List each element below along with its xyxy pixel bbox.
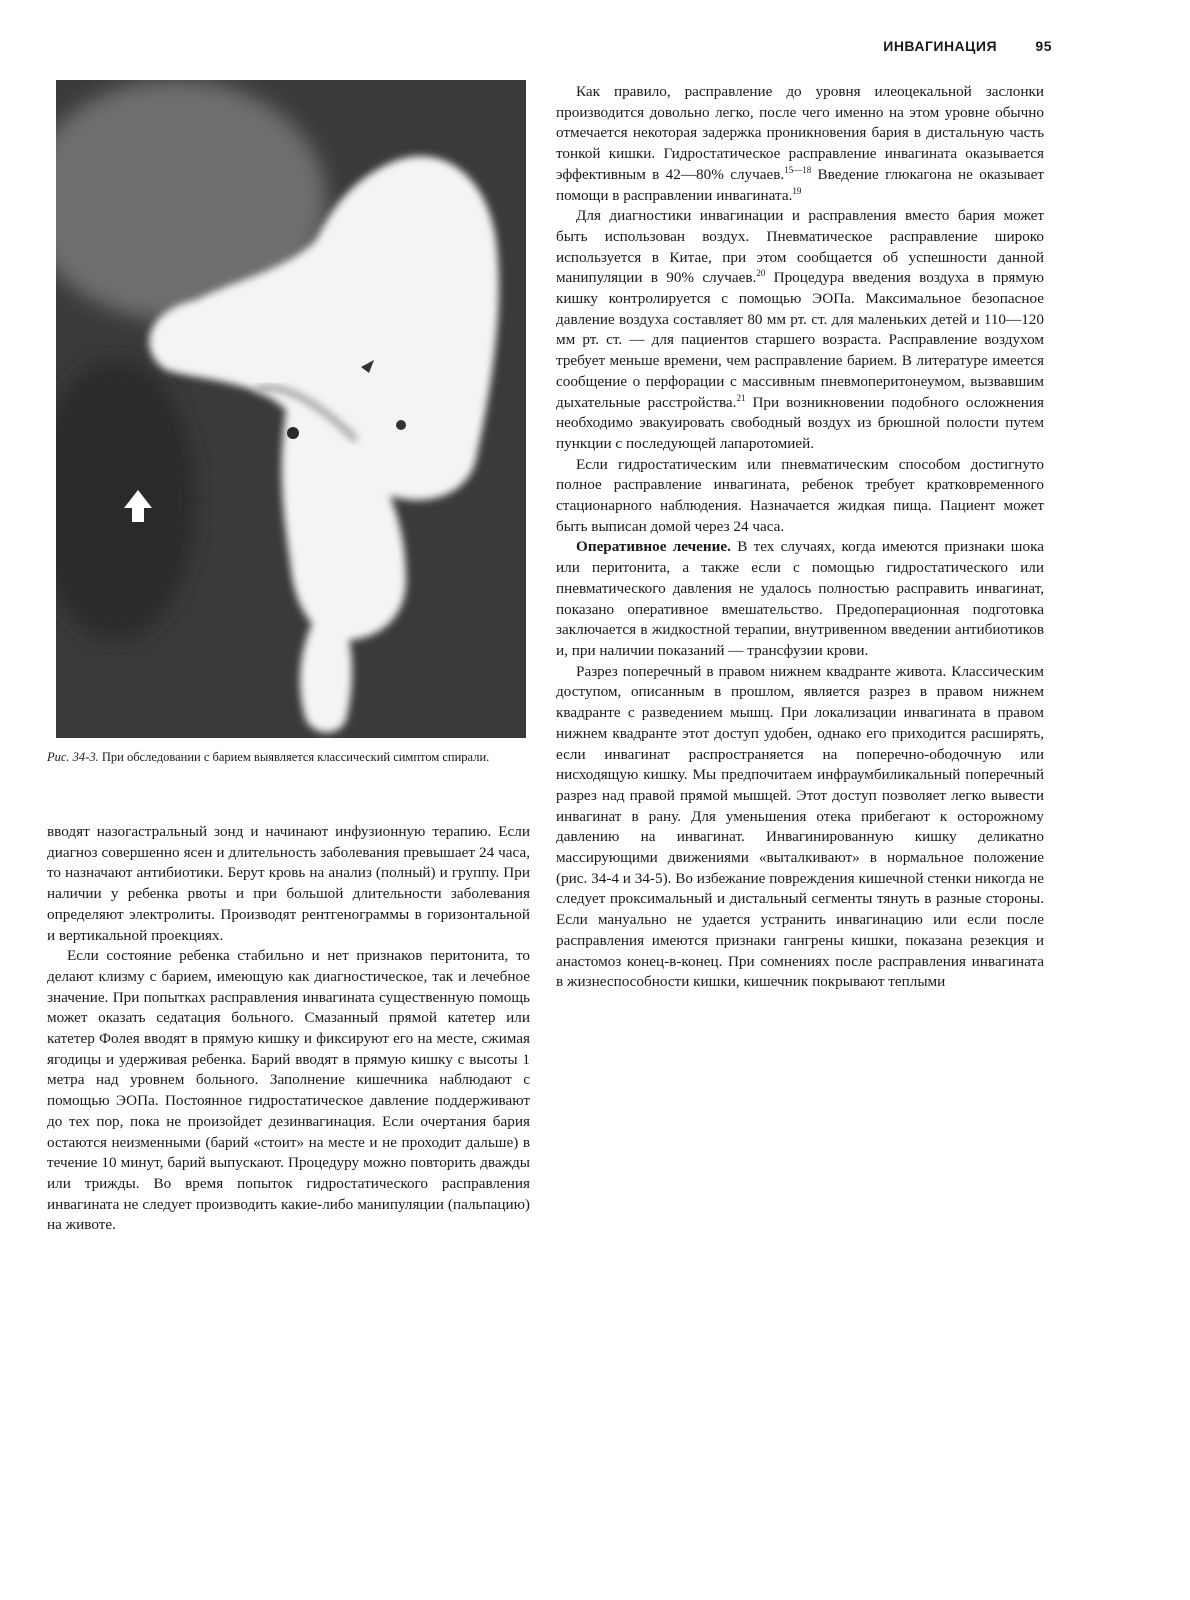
text-run: Для диагностики инвагинации и расправления вместо бария может быть использован воздух. Пневматическое расправление широко используется в Китае, при этом сообщается об успешности данной манипуляции в 90% случаев. [556, 207, 1044, 287]
left-column [47, 822, 530, 1236]
citation: 20 [756, 268, 766, 279]
text-run: При возникновении подобного осложнения необходимо эвакуировать свободный воздух из брюшной полости путем пункции с последующей лапаротомией. [556, 393, 1044, 452]
text-run: Введение глюкагона не оказывает помощи в расправлении инвагината. [556, 165, 1044, 204]
paragraph [556, 82, 1044, 206]
xray-figure [56, 80, 526, 738]
text-run: Процедура введения воздуха в прямую кишку контролируется с помощью ЭОПа. Максимальное безопасное давление воздуха составляет 80 мм рт. ст. для маленьких детей и 110—120 мм рт. ст. — для пациентов старшего возраста. Расправление воздухом требует меньше времени, чем расправление барием. В литературе имеется сообщение о перфорации с массивным пневмоперитонеумом, вызвавшим дыхательные расстройства. [556, 269, 1044, 411]
running-header [883, 38, 1052, 54]
section-title: ИНВАГИНАЦИЯ [883, 38, 998, 54]
text-run: В тех случаях, когда имеются признаки шока или перитонита, а также если с помощью гидростатического или пневматического давления не удалось полностью расправить инвагинат, показано оперативное вмешательство. Предоперационная подготовка заключается в жидкостной терапии, внутривенном введении антибиотиков и, при наличии показаний — трансфузии крови. [556, 538, 1044, 659]
caption-text: При обследовании с барием выявляется классический симптом спирали. [101, 750, 490, 764]
citation: 15—18 [784, 164, 812, 175]
paragraph: Разрез поперечный в правом нижнем квадранте живота. Классическим доступом, описанным в прошлом, является разрез в правом нижнем квадранте с разведением мышц. При локализации инвагината в правом нижнем квадранте этот доступ удобен, однако его приходится расширять, если инвагинат распространяется на поперечно-ободочную или нисходящую кишку. Мы предпочитаем инфраумбиликальный поперечный разрез над правой прямой мышцей. Этот доступ позволяет легко вывести инвагинат в рану. Для уменьшения отека прибегают к осторожному давлению на инвагинат. Инвагинированную кишку деликатно массирующими движениями «выталкивают» в нормальное положение (рис. 34-4 и 34-5). Во избежание повреждения кишечной стенки никогда не следует проксимальный и дистальный сегменты тянуть в разные стороны. Если мануально не удается устранить инвагинацию или если после расправления имеются признаки гангрены кишки, показана резекция и анастомоз конец-в-конец. При сомнениях после расправления инвагината в жизнеспособности кишки, кишечник покрывают теплыми [556, 662, 1044, 991]
citation: 19 [792, 185, 802, 196]
caption-label: Рис. 34-3. [47, 750, 99, 764]
paragraph [556, 206, 1044, 454]
paragraph [556, 537, 1044, 661]
paragraph: Если состояние ребенка стабильно и нет признаков перитонита, то делают клизму с барием, имеющую как диагностическое, так и лечебное значение. При попытках расправления инвагината существенную помощь может оказать седатация больного. Смазанный прямой катетер или катетер Фолея вводят в прямую кишку и фиксируют его на месте, сжимая ягодицы и удерживая ребенка. Барий вводят в прямую кишку с высоты 1 метра над уровнем больного. Заполнение кишечника наблюдают с помощью ЭОПа. Постоянное гидростатическое давление поддерживают до тех пор, пока не произойдет дезинвагинация. Если очертания бария остаются неизменными (барий «стоит» на месте и не проходит дальше) в течение 10 минут, барий выпускают. Процедуру можно повторить дважды или трижды. Во время попыток гидростатического расправления инвагината не следует производить какие-либо манипуляции (пальпацию) на животе. [47, 947, 530, 1234]
figure-caption [47, 750, 532, 766]
paragraph: вводят назогастральный зонд и начинают инфузионную терапию. Если диагноз совершенно ясен и длительность заболевания превышает 24 часа, то назначают антибиотики. Берут кровь на анализ (полный) и группу. При наличии у ребенка рвоты и при большой длительности заболевания определяют электролиты. Производят рентгенограммы в горизонтальной и вертикальной проекциях. [47, 823, 530, 944]
barium-xray-image [56, 80, 526, 738]
citation: 21 [736, 392, 746, 403]
page-number: 95 [1035, 38, 1052, 54]
right-column [556, 82, 1044, 993]
text-run: Как правило, расправление до уровня илеоцекальной заслонки производится довольно легко, после чего именно на этом уровне обычно отмечается некоторая задержка проникновения бария в дистальную часть тонкой кишки. Гидростатическое расправление инвагината оказывается эффективным в 42—80% случаев. [556, 83, 1044, 183]
paragraph: Если гидростатическим или пневматическим способом достигнуто полное расправление инвагината, ребенок требует кратковременного стационарного наблюдения. Назначается жидкая пища. Пациент может быть выписан домой через 24 часа. [556, 455, 1044, 535]
subheading: Оперативное лечение. [576, 538, 731, 556]
